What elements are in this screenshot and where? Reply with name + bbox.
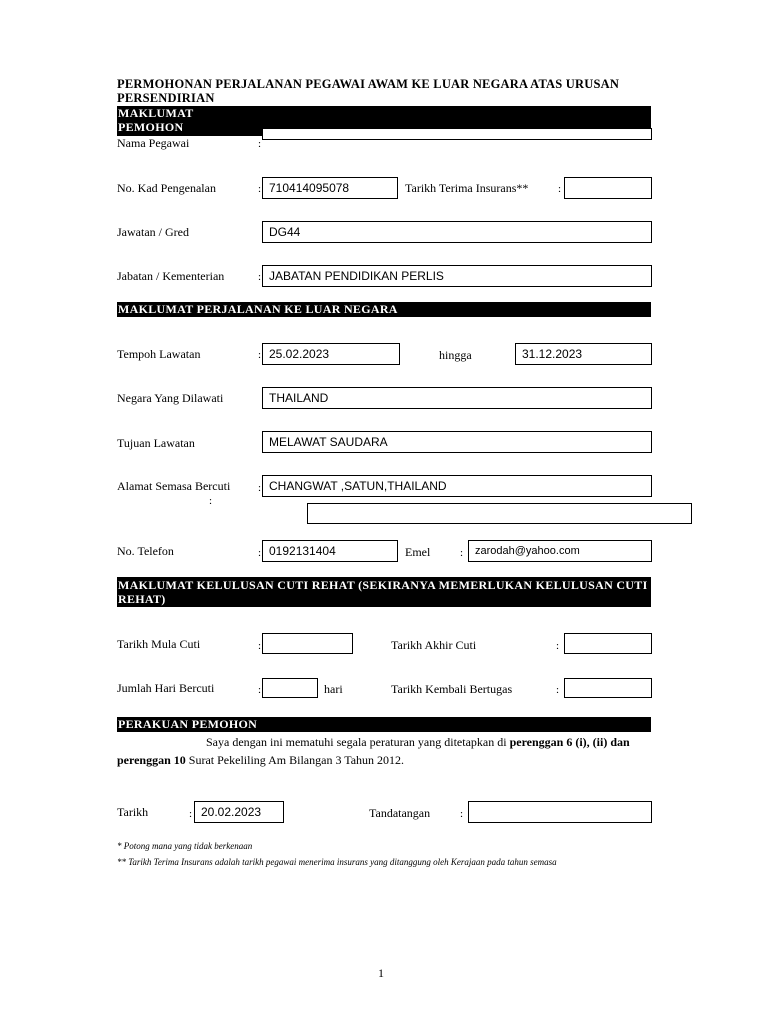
address-line1-field[interactable]: CHANGWAT ,SATUN,THAILAND [262, 475, 652, 497]
until-label: hingga [439, 348, 472, 362]
purpose-field[interactable]: MELAWAT SAUDARA [262, 431, 652, 453]
leave-end-label: Tarikh Akhir Cuti [391, 638, 477, 652]
purpose-label: Tujuan Lawatan [117, 436, 195, 450]
insurance-label: Tarikh Terima Insurans** [405, 181, 529, 195]
section-header-leave: MAKLUMAT KELULUSAN CUTI REHAT (SEKIRANYA MEMERLUKAN KELULUSAN CUTI REHAT) [117, 577, 651, 607]
footnote-2: ** Tarikh Terima Insurans adalah tarikh pegawai menerima insurans yang ditanggung oleh Kerajaan pada tahun semasa [117, 857, 557, 867]
declaration-bold-ref: perenggan 6 (i), (ii) dan perenggan 10 [117, 735, 630, 767]
phone-colon: : [258, 547, 262, 559]
country-field[interactable]: THAILAND [262, 387, 652, 409]
from-date-field[interactable]: 25.02.2023 [262, 343, 400, 365]
leave-start-label: Tarikh Mula Cuti [117, 637, 201, 651]
section-header-travel: MAKLUMAT PERJALANAN KE LUAR NEGARA [117, 302, 651, 317]
name-label: Nama Pegawai [117, 136, 190, 150]
email-field[interactable]: zarodah@yahoo.com [468, 540, 652, 562]
return-date-field[interactable] [564, 678, 652, 698]
name-field[interactable] [262, 128, 652, 140]
leave-days-label: Jumlah Hari Bercuti [117, 681, 215, 695]
declaration-text-2: Surat Pekeliling Am Bilangan 3 Tahun 2012. [185, 753, 405, 767]
leave-end-field[interactable] [564, 633, 652, 654]
position-label: Jawatan / Gred [117, 225, 189, 239]
insurance-date-field[interactable] [564, 177, 652, 199]
phone-label: No. Telefon [117, 544, 174, 558]
leave-end-colon: : [556, 640, 560, 652]
address-colon-2: : [209, 495, 213, 507]
leave-days-unit: hari [324, 682, 343, 696]
address-colon: : [258, 482, 262, 494]
declaration-text-1: Saya dengan ini mematuhi segala peraturan yang ditetapkan di [206, 735, 510, 749]
email-label: Emel [405, 545, 431, 559]
signature-colon: : [460, 808, 464, 820]
period-colon: : [258, 349, 262, 361]
period-label: Tempoh Lawatan [117, 347, 201, 361]
date-label: Tarikh [117, 805, 149, 819]
ic-colon: : [258, 183, 262, 195]
address-label: Alamat Semasa Bercuti [117, 479, 231, 493]
footnote-1: * Potong mana yang tidak berkenaan [117, 841, 253, 851]
ic-field[interactable]: 710414095078 [262, 177, 398, 199]
address-line2-field[interactable] [307, 503, 692, 524]
section-header-applicant-label: MAKLUMAT PEMOHON [118, 106, 194, 134]
date-field[interactable]: 20.02.2023 [194, 801, 284, 823]
return-date-label: Tarikh Kembali Bertugas [391, 682, 513, 696]
form-title: PERMOHONAN PERJALANAN PEGAWAI AWAM KE LUAR NEGARA ATAS URUSAN PERSENDIRIAN [117, 77, 620, 105]
return-date-colon: : [556, 684, 560, 696]
signature-field[interactable] [468, 801, 652, 823]
leave-days-colon: : [258, 684, 262, 696]
declaration-text [117, 733, 657, 769]
date-colon: : [189, 808, 193, 820]
phone-field[interactable]: 0192131404 [262, 540, 398, 562]
leave-days-field[interactable] [262, 678, 318, 698]
page-number: 1 [378, 966, 384, 980]
department-field[interactable]: JABATAN PENDIDIKAN PERLIS [262, 265, 652, 287]
department-label: Jabatan / Kementerian [117, 269, 225, 283]
insurance-colon: : [558, 183, 562, 195]
signature-label: Tandatangan [369, 806, 431, 820]
department-colon: : [258, 271, 262, 283]
name-colon: : [258, 138, 262, 150]
country-label: Negara Yang Dilawati [117, 391, 224, 405]
leave-start-field[interactable] [262, 633, 353, 654]
email-colon: : [460, 547, 464, 559]
ic-label: No. Kad Pengenalan [117, 181, 216, 195]
leave-start-colon: : [258, 640, 262, 652]
position-field[interactable]: DG44 [262, 221, 652, 243]
to-date-field[interactable]: 31.12.2023 [515, 343, 652, 365]
section-header-declaration: PERAKUAN PEMOHON [117, 717, 651, 732]
